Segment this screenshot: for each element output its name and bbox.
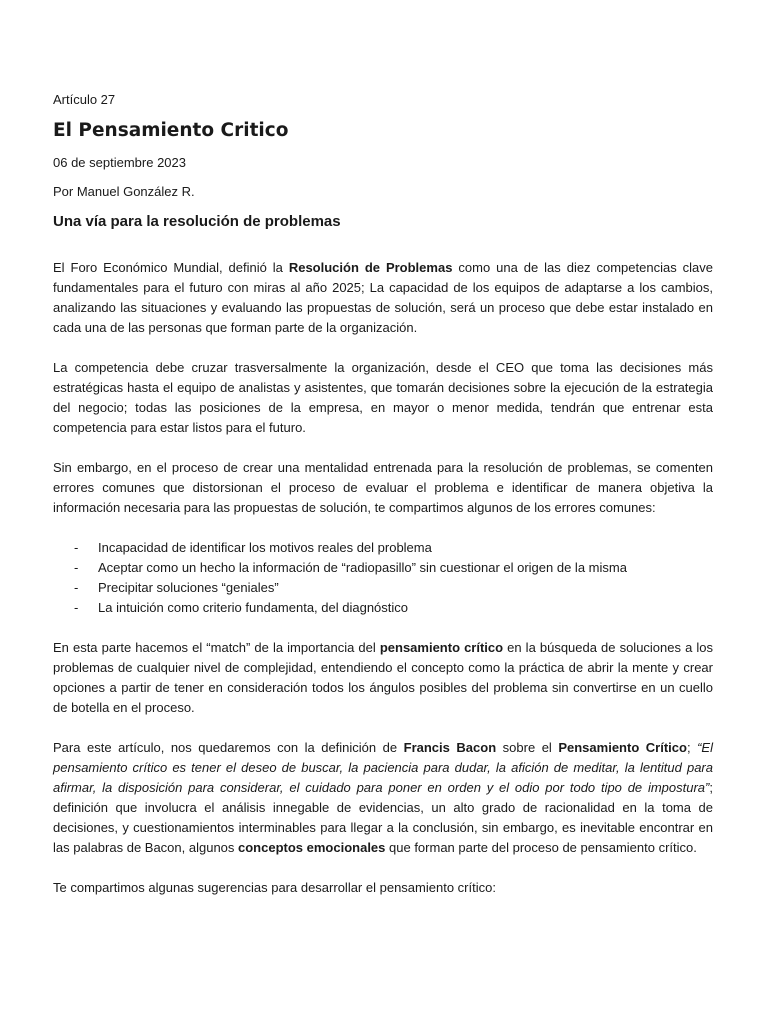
paragraph-text: El Foro Económico Mundial, definió la bbox=[53, 260, 289, 275]
article-number: Artículo 27 bbox=[53, 92, 116, 107]
emphasis-pensamiento-critico-term: Pensamiento Crítico bbox=[558, 740, 687, 755]
paragraph-competencia: La competencia debe cruzar trasversalmente la organización, desde el CEO que toma las decisiones más estratégicas hasta el equipo de analistas y asistentes, que tomarán decisiones sobre la ejecución de la estrategia del negocio; todas las posiciones de la empresa, en mayor o menor medida, tendrán que entrenar esta competencia para estar listos para el futuro. bbox=[53, 360, 713, 435]
list-item-text: La intuición como criterio fundamenta, del diagnóstico bbox=[98, 600, 409, 615]
list-item bbox=[53, 598, 713, 618]
paragraph-errores: Sin embargo, en el proceso de crear una mentalidad entrenada para la resolución de problemas, se comenten errores comunes que distorsionan el proceso de evaluar el problema e identificar de manera objetiva la información necesaria para las propuestas de solución, te compartimos algunos de los errores comunes: bbox=[53, 460, 713, 515]
list-item-text: Aceptar como un hecho la información de “radiopasillo” sin cuestionar el origen de la misma bbox=[98, 560, 627, 575]
paragraph-text: ; bbox=[686, 740, 698, 755]
emphasis-resolucion-de-problemas: Resolución de Problemas bbox=[288, 260, 453, 275]
paragraph-text: que forman parte del proceso de pensamiento crítico. bbox=[385, 840, 697, 855]
article-date: 06 de septiembre 2023 bbox=[53, 155, 186, 170]
list-marker: - bbox=[74, 560, 79, 575]
paragraph-text: ; definición que involucra el análisis innegable de evidencias, un alto grado de racionalidad en la toma de decisiones, y cuestionamientos interminables para llegar a la conclusión, sin embargo, es inevitable encontrar en las palabras de Bacon, algunos bbox=[53, 780, 713, 855]
list-item-text: Precipitar soluciones “geniales” bbox=[98, 580, 279, 595]
paragraph-text: como una de las diez competencias clave fundamentales para el futuro con miras al año 2025; La capacidad de los equipos de adaptarse a los cambios, analizando las situaciones y evaluando las propuestas de solución, será un proceso que debe estar instalado en cada una de las personas que forman parte de la organización. bbox=[53, 260, 714, 335]
emphasis-conceptos-emocionales: conceptos emocionales bbox=[238, 840, 386, 855]
emphasis-pensamiento-critico: pensamiento crítico bbox=[379, 640, 504, 655]
list-item bbox=[53, 558, 713, 578]
list-item bbox=[53, 578, 713, 598]
paragraph-text: Para este artículo, nos quedaremos con la definición de bbox=[53, 740, 404, 755]
paragraph-match bbox=[53, 638, 713, 718]
list-item-text: Incapacidad de identificar los motivos reales del problema bbox=[98, 540, 432, 555]
article-title: El Pensamiento Critico bbox=[53, 120, 289, 141]
article-subtitle: Una vía para la resolución de problemas bbox=[53, 213, 341, 230]
paragraph-intro bbox=[53, 258, 713, 338]
bacon-quote: “El pensamiento crítico es tener el deseo de buscar, la paciencia para dudar, la afición de meditar, la lentitud para afirmar, la disposición para considerar, el cuidado para poner en orden y el odio por todo tipo de impostura” bbox=[53, 740, 713, 795]
paragraph-bacon bbox=[53, 738, 713, 858]
emphasis-francis-bacon: Francis Bacon bbox=[403, 740, 497, 755]
list-marker: - bbox=[74, 580, 79, 595]
paragraph-text: En esta parte hacemos el “match” de la importancia del bbox=[53, 640, 380, 655]
list-marker: - bbox=[74, 600, 79, 615]
paragraph-text: sobre el bbox=[496, 740, 559, 755]
article-author: Por Manuel González R. bbox=[53, 184, 195, 199]
errors-list bbox=[53, 538, 713, 618]
paragraph-text: en la búsqueda de soluciones a los problemas de cualquier nivel de complejidad, entendiendo el concepto como la práctica de abrir la mente y crear opciones a partir de tener en consideración todos los ángulos posibles del problema sin convertirse en un cuello de botella en el proceso. bbox=[53, 640, 713, 715]
list-marker: - bbox=[74, 540, 79, 555]
list-item bbox=[53, 538, 713, 558]
paragraph-sugerencias: Te compartimos algunas sugerencias para desarrollar el pensamiento crítico: bbox=[53, 880, 496, 895]
